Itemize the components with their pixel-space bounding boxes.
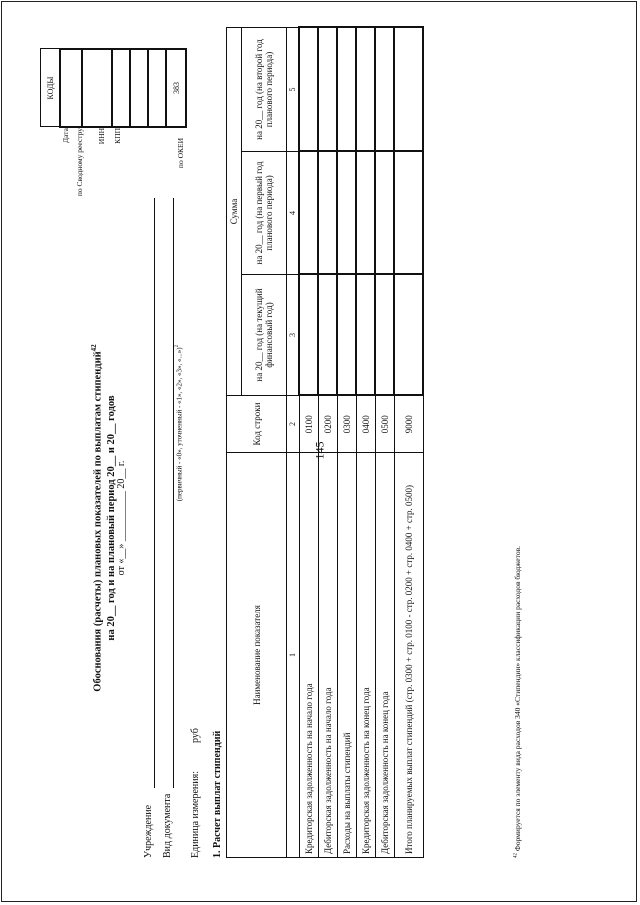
codes-registry-cell[interactable]	[82, 49, 112, 127]
row-name: Кредиторская задолженность на конец года	[356, 453, 375, 858]
col-code-header: Код строки	[227, 396, 287, 453]
row-code: 0300	[337, 396, 356, 453]
codes-kpp-cell[interactable]	[130, 49, 148, 127]
codes-title: КОДЫ	[41, 49, 61, 127]
row-name: Итого планируемых выплат стипендий (стр. 0300 + стр. 0100 - стр. 0200 + стр. 0400 + стр. 0500)	[394, 453, 423, 858]
col-name-header: Наименование показателя	[227, 453, 287, 858]
footnote-ref: 42	[513, 853, 519, 858]
table-row	[299, 28, 318, 858]
codes-empty-cell[interactable]	[148, 49, 166, 127]
doc-type-label: Вид документа	[162, 793, 173, 858]
main-table	[226, 27, 424, 859]
row-value-cell[interactable]	[356, 28, 375, 152]
date-line: от «__» __________ 20__ г.	[116, 460, 127, 576]
codes-inn-cell[interactable]	[112, 49, 130, 127]
row-name: Кредиторская задолженность на начало года	[299, 453, 318, 858]
column-numbers-row	[287, 28, 300, 858]
page-number: 145	[312, 441, 327, 460]
row-name: Расходы на выплаты стипендий	[337, 453, 356, 858]
row-value-cell[interactable]	[318, 275, 337, 396]
row-value-cell[interactable]	[394, 152, 423, 275]
col-number: 5	[287, 28, 300, 152]
row-value-cell[interactable]	[318, 152, 337, 275]
section-title: 1. Расчет выплат стипендий	[212, 730, 223, 858]
table-row	[375, 28, 394, 858]
title-line-1: Обоснования (расчеты) плановых показателей по выплатам стипендий	[92, 351, 104, 692]
footnote	[513, 546, 522, 858]
table-header-row	[227, 28, 242, 858]
row-value-cell[interactable]	[375, 152, 394, 275]
col-y3-header: на 20__ год (на второй год планового периода)	[242, 28, 287, 152]
col-number: 3	[287, 275, 300, 396]
institution-label: Учреждение	[143, 804, 154, 858]
codes-label-kpp: КПП	[113, 128, 122, 144]
row-value-cell[interactable]	[337, 28, 356, 152]
doc-type-hint: (первичный - «0», уточненный - «1», «2», «3», «...»)$^2$	[175, 344, 184, 502]
row-value-cell[interactable]	[299, 28, 318, 152]
row-code: 0500	[375, 396, 394, 453]
row-value-cell[interactable]	[375, 275, 394, 396]
col-y1-header: на 20__ год (на текущий финансовый год)	[242, 275, 287, 396]
row-value-cell[interactable]	[394, 28, 423, 152]
codes-date-cell[interactable]	[60, 49, 82, 127]
codes-label-okei: по ОКЕИ	[176, 138, 185, 169]
table-row-total	[394, 28, 423, 858]
table-row	[337, 28, 356, 858]
col-sum-header: Сумма	[227, 28, 242, 396]
row-value-cell[interactable]	[356, 152, 375, 275]
table-row	[356, 28, 375, 858]
doc-type-hint-ref: 2	[175, 344, 180, 348]
row-name: Дебиторская задолженность на начало года	[318, 453, 337, 858]
col-number: 2	[287, 396, 300, 453]
col-y2-header: на 20__ год (на первый год планового периода)	[242, 152, 287, 275]
title-footnote-ref: 42	[90, 344, 98, 352]
codes-label-date: Дата	[61, 128, 70, 143]
codes-label-registry: по Сводному реестру	[75, 128, 84, 197]
row-code: 9000	[394, 396, 423, 453]
col-number: 4	[287, 152, 300, 275]
col-number: 1	[287, 453, 300, 858]
doc-type-field[interactable]	[173, 198, 174, 788]
title-line-2: на 20__ год и на плановый период 20__ и 20__ годов	[105, 395, 117, 641]
rotated-form	[40, 28, 540, 858]
codes-okei-cell: 383	[166, 49, 186, 127]
row-value-cell[interactable]	[375, 28, 394, 152]
row-value-cell[interactable]	[299, 152, 318, 275]
unit-label: Единица измерения:	[190, 771, 201, 858]
row-value-cell[interactable]	[318, 28, 337, 152]
row-code: 0200	[318, 396, 337, 453]
codes-label-inn: ИНН	[97, 128, 106, 145]
row-value-cell[interactable]	[356, 275, 375, 396]
row-value-cell[interactable]	[299, 275, 318, 396]
row-code: 0100	[299, 396, 318, 453]
unit-value: руб	[190, 728, 201, 743]
row-name: Дебиторская задолженность на конец года	[375, 453, 394, 858]
form-title	[88, 328, 118, 708]
footnote-text: Формируется по элементу вида расходов 340 «Стипендии» классификации расходов бюджетов.	[513, 546, 522, 852]
row-value-cell[interactable]	[337, 152, 356, 275]
row-value-cell[interactable]	[394, 275, 423, 396]
codes-labels	[62, 128, 130, 198]
row-code: 0400	[356, 396, 375, 453]
institution-field[interactable]	[154, 198, 155, 788]
table-row	[318, 28, 337, 858]
row-value-cell[interactable]	[337, 275, 356, 396]
codes-box	[40, 48, 187, 128]
